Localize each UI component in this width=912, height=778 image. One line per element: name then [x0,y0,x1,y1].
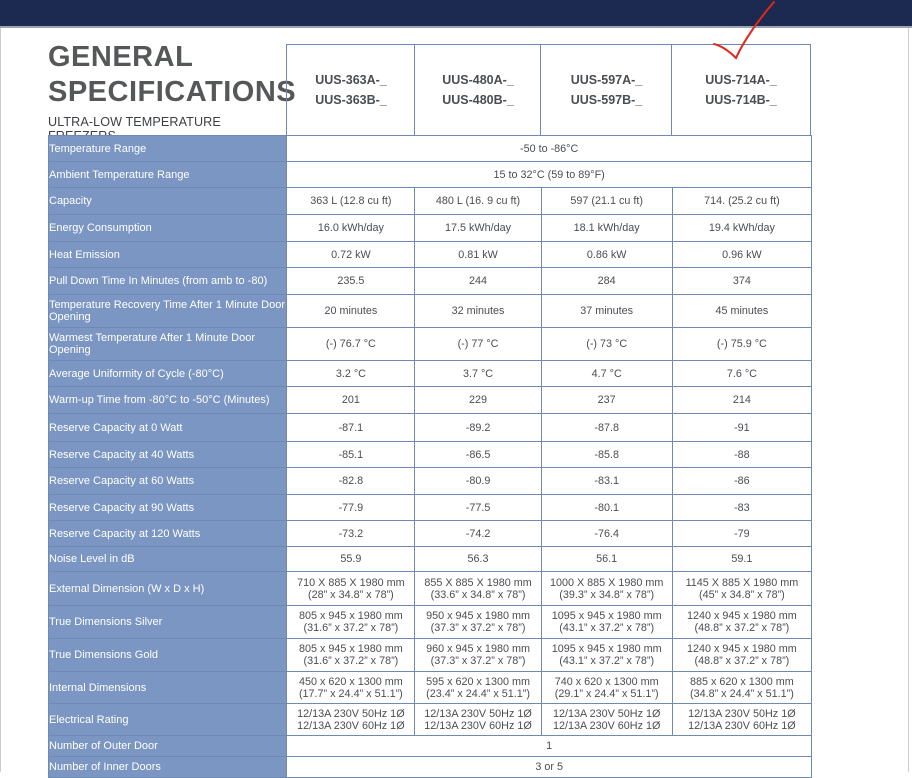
value-line: 12/13A 230V 50Hz 1Ø [424,707,532,720]
row-label: Number of Outer Door [49,736,287,757]
value-line: 12/13A 230V 50Hz 1Ø [552,707,661,720]
value-cell: -85.8 [541,442,672,468]
value-cell: 374 [672,268,811,295]
spec-row [49,704,812,736]
value-cell: 3.2 °C [287,361,415,387]
value-line: (48.8” x 37.2” x 78”) [694,655,790,667]
value-cell: -86 [672,468,811,495]
spec-table [48,135,812,778]
value-cell: 284 [541,268,672,295]
row-label: Capacity [49,188,287,215]
value-cell: 480 L (16. 9 cu ft) [415,188,541,215]
value-line: (17.7” x 24.4” x 51.1”) [298,687,403,700]
value-cell [672,704,811,736]
row-label: Reserve Capacity at 60 Watts [49,468,287,495]
value-line: (31.6” x 37.2” x 78”) [303,655,399,667]
row-label: Average Uniformity of Cycle (-80°C) [49,361,287,387]
value-line: (31.6” x 37.2” x 78”) [303,622,399,634]
value-line: 1000 X 885 X 1980 mm [549,576,664,589]
value-cell [541,704,672,736]
value-cell: 201 [287,387,415,414]
value-cell: -83 [672,495,811,521]
value-cell [415,704,541,736]
value-cell [287,572,415,606]
value-line: (33.6” x 34.8” x 78”) [430,588,526,601]
row-label: Noise Level in dB [49,547,287,572]
value-cell: 229 [415,387,541,414]
spec-row [49,672,812,704]
value-cell: 32 minutes [415,295,541,328]
value-cell: 4.7 °C [541,361,672,387]
value-line: 12/13A 230V 50Hz 1Ø [297,707,405,720]
row-label: True Dimensions Gold [49,639,287,672]
value-cell: -91 [672,414,811,442]
row-label: Temperature Range [49,136,287,162]
row-label: True Dimensions Silver [49,606,287,639]
value-line: (23.4” x 24.4” x 51.1”) [426,687,530,700]
value-line: (37.3” x 37.2” x 78”) [430,655,526,667]
spec-row [49,606,812,639]
spec-row [49,136,812,162]
value-cell: 237 [541,387,672,414]
spec-row [49,295,812,328]
row-label: Energy Consumption [49,215,287,242]
value-cell [541,639,672,672]
spec-table-body [49,136,812,778]
spec-row [49,268,812,295]
value-cell: 19.4 kWh/day [672,215,811,242]
page-edge-right [908,28,909,772]
value-cell: -74.2 [415,521,541,547]
model-a-label: UUS-480A-_ [442,73,514,87]
value-cell: 0.81 kW [415,242,541,268]
spec-row [49,547,812,572]
value-cell: 16.0 kWh/day [287,215,415,242]
value-line: 885 x 620 x 1300 mm [689,675,794,688]
page-title-line-1: GENERAL [48,41,194,73]
value-cell: 0.86 kW [541,242,672,268]
value-cell [287,639,415,672]
value-line: 950 x 945 x 1980 mm [426,610,530,622]
check-mark-icon [710,0,780,60]
spec-row [49,521,812,547]
value-cell: -87.1 [287,414,415,442]
value-cell: 56.1 [541,547,672,572]
value-line: 12/13A 230V 60Hz 1Ø [297,719,405,732]
row-label: Reserve Capacity at 0 Watt [49,414,287,442]
value-line: (48.8” x 37.2” x 78”) [694,622,790,634]
value-cell: 20 minutes [287,295,415,328]
value-cell: -88 [672,442,811,468]
spec-row [49,414,812,442]
value-cell: (-) 75.9 °C [672,328,811,361]
spec-row [49,328,812,361]
value-line: 12/13A 230V 60Hz 1Ø [688,719,796,732]
value-cell: -87.8 [541,414,672,442]
value-cell [541,572,672,606]
spec-row [49,387,812,414]
spec-row [49,361,812,387]
row-label: Heat Emission [49,242,287,268]
value-line: 740 x 620 x 1300 mm [554,675,659,688]
value-line: 855 X 885 X 1980 mm [424,576,532,589]
spec-row [49,215,812,242]
value-cell: 214 [672,387,811,414]
value-cell: 55.9 [287,547,415,572]
model-header-cell [286,44,415,135]
value-cell [541,606,672,639]
row-label: Electrical Rating [49,704,287,736]
row-label: Internal Dimensions [49,672,287,704]
value-line: (29.1” x 24.4” x 51.1”) [554,687,659,700]
value-cell [672,606,811,639]
spec-row [49,162,812,188]
value-cell: -83.1 [541,468,672,495]
value-cell: 37 minutes [541,295,672,328]
value-cell: -80.9 [415,468,541,495]
value-cell: 363 L (12.8 cu ft) [287,188,415,215]
spec-row [49,757,812,778]
value-cell: 597 (21.1 cu ft) [541,188,672,215]
value-line: (43.1” x 37.2” x 78”) [559,622,655,634]
spec-row [49,468,812,495]
spanning-value-cell: -50 to -86°C [287,136,812,162]
value-cell [415,572,541,606]
value-cell: (-) 76.7 °C [287,328,415,361]
value-cell: -82.8 [287,468,415,495]
value-cell: 18.1 kWh/day [541,215,672,242]
value-cell [415,639,541,672]
value-cell: 0.96 kW [672,242,811,268]
model-b-label: UUS-363B-_ [315,93,387,107]
value-cell: 244 [415,268,541,295]
spanning-value-cell: 15 to 32°C (59 to 89°F) [287,162,812,188]
row-label: Reserve Capacity at 120 Watts [49,521,287,547]
value-line: 805 x 945 x 1980 mm [298,643,403,655]
spec-row [49,572,812,606]
value-line: 12/13A 230V 50Hz 1Ø [688,707,796,720]
value-cell: 3.7 °C [415,361,541,387]
row-label: Pull Down Time In Minutes (from amb to -80) [49,268,287,295]
row-label: Ambient Temperature Range [49,162,287,188]
model-b-label: UUS-597B-_ [570,93,643,107]
page-title-line-2: SPECIFICATIONS [48,76,297,108]
value-line: 1240 x 945 x 1980 mm [686,643,797,655]
value-cell [415,606,541,639]
value-cell [287,704,415,736]
model-a-label: UUS-597A-_ [570,73,643,87]
value-cell: -79 [672,521,811,547]
value-line: (43.1” x 37.2” x 78”) [559,655,655,667]
value-cell: -80.1 [541,495,672,521]
model-header-cell [540,44,672,135]
value-line: 960 x 945 x 1980 mm [426,643,530,655]
spec-row [49,442,812,468]
spec-row [49,242,812,268]
model-b-label: UUS-480B-_ [442,93,514,107]
model-a-label: UUS-363A-_ [315,73,387,87]
row-label: Reserve Capacity at 40 Watts [49,442,287,468]
value-line: 595 x 620 x 1300 mm [426,675,530,688]
value-cell: (-) 77 °C [415,328,541,361]
value-cell: 235.5 [287,268,415,295]
value-cell: 714. (25.2 cu ft) [672,188,811,215]
value-cell [672,639,811,672]
value-cell: 17.5 kWh/day [415,215,541,242]
value-cell [541,672,672,704]
spec-row [49,736,812,757]
page-subtitle: ULTRA-LOW TEMPERATURE [48,115,221,129]
value-cell: 59.1 [672,547,811,572]
row-label: Warmest Temperature After 1 Minute Door Opening [49,328,287,361]
page-edge-left [0,28,1,772]
value-cell: -76.4 [541,521,672,547]
row-label: Warm-up Time from -80°C to -50°C (Minutes) [49,387,287,414]
value-cell: -77.5 [415,495,541,521]
value-cell: -85.1 [287,442,415,468]
value-line: 12/13A 230V 60Hz 1Ø [424,719,532,732]
row-label: External Dimension (W x D x H) [49,572,287,606]
value-cell: (-) 73 °C [541,328,672,361]
model-b-label: UUS-714B-_ [705,93,777,107]
value-cell [672,572,811,606]
value-cell: 45 minutes [672,295,811,328]
value-line: (28” x 34.8” x 78”) [307,588,394,601]
row-label: Number of Inner Doors [49,757,287,778]
row-label: Temperature Recovery Time After 1 Minute Door Opening [49,295,287,328]
spec-row [49,639,812,672]
spanning-value-cell: 1 [287,736,812,757]
row-label: Reserve Capacity at 90 Watts [49,495,287,521]
value-line: 1095 x 945 x 1980 mm [551,643,662,655]
value-cell: -77.9 [287,495,415,521]
spanning-value-cell: 3 or 5 [287,757,812,778]
value-cell [287,672,415,704]
value-cell: 0.72 kW [287,242,415,268]
value-line: (34.8” x 24.4” x 51.1”) [689,687,794,700]
title-block [48,40,297,143]
value-line: 805 x 945 x 1980 mm [298,610,403,622]
value-line: (45” x 34.8” x 78”) [698,588,785,601]
model-a-label: UUS-714A-_ [705,73,777,87]
value-line: 710 X 885 X 1980 mm [297,576,405,589]
value-cell: 56.3 [415,547,541,572]
value-cell [415,672,541,704]
value-cell [672,672,811,704]
value-line: 450 x 620 x 1300 mm [298,675,403,688]
value-cell: -73.2 [287,521,415,547]
value-cell: -86.5 [415,442,541,468]
spec-row [49,495,812,521]
value-line: 1240 x 945 x 1980 mm [686,610,797,622]
model-header-cell [414,44,541,135]
value-line: (39.3” x 34.8” x 78”) [559,588,655,601]
spec-row [49,188,812,215]
value-cell: -89.2 [415,414,541,442]
value-line: (37.3” x 37.2” x 78”) [430,622,526,634]
value-cell [287,606,415,639]
value-line: 1095 x 945 x 1980 mm [551,610,662,622]
value-line: 1145 X 885 X 1980 mm [685,576,799,589]
value-cell: 7.6 °C [672,361,811,387]
value-line: 12/13A 230V 60Hz 1Ø [552,719,661,732]
